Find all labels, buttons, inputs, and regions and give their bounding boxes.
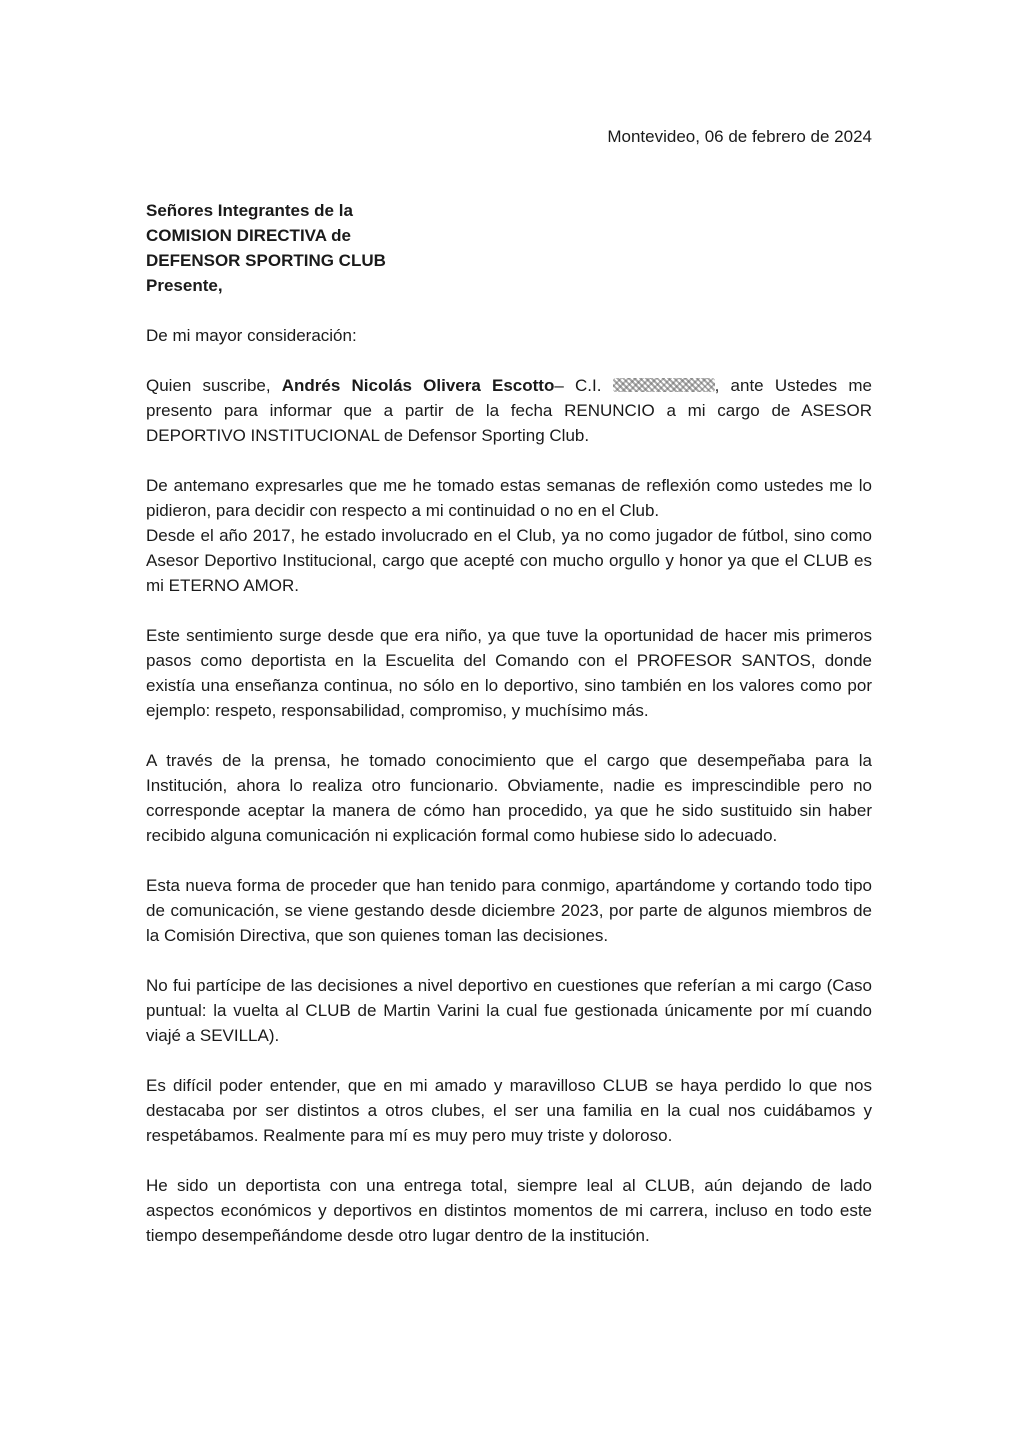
paragraph-since-2017: Desde el año 2017, he estado involucrado en el Club, ya no como jugador de fútbol, sino como Asesor Deportivo Institucional, cargo que acepté con mucho orgullo y honor ya que el CLUB es mi ETERNO AMOR. xyxy=(146,526,872,595)
paragraph-reflection: De antemano expresarles que me he tomado estas semanas de reflexión como ustedes me lo pidieron, para decidir con respecto a mi continuidad o no en el Club. xyxy=(146,476,872,520)
addressee-line: Presente, xyxy=(146,276,223,295)
letter-date: Montevideo, 06 de febrero de 2024 xyxy=(607,127,872,146)
addressee-line: Señores Integrantes de la xyxy=(146,201,353,220)
paragraph-text: , ante Ustedes me presento para informar que a partir de la fecha RENUNCIO a mi cargo de ASESOR DEPORTIVO INSTITUCIONAL de Defensor Sporting Club. xyxy=(146,376,872,445)
salutation: De mi mayor consideración: xyxy=(146,326,357,345)
paragraph-new-procedure: Esta nueva forma de proceder que han tenido para conmigo, apartándome y cortando todo tipo de comunicación, se viene gestando desde diciembre 2023, por parte de algunos miembros de la Comisión Directiva, que son quienes toman las decisiones. xyxy=(146,876,872,945)
paragraph-text: Quien suscribe, xyxy=(146,376,282,395)
paragraph-text: – C.I. xyxy=(554,376,613,395)
redacted-id-number xyxy=(613,378,715,392)
paragraph-decisions: No fui partícipe de las decisiones a nivel deportivo en cuestiones que referían a mi cargo (Caso puntual: la vuelta al CLUB de Martin Varini la cual fue gestionada únicamente por mí cuando viajé a SEVILLA). xyxy=(146,976,872,1045)
paragraph-family: Es difícil poder entender, que en mi amado y maravilloso CLUB se haya perdido lo que nos destacaba por ser distintos a otros clubes, el ser una familia en la cual nos cuidábamos y respetábamos. Realmente para mí es muy pero muy triste y doloroso. xyxy=(146,1076,872,1145)
paragraph-press: A través de la prensa, he tomado conocimiento que el cargo que desempeñaba para la Institución, ahora lo realiza otro funcionario. Obviamente, nadie es imprescindible pero no corresponde aceptar la manera de cómo han procedido, ya que he sido sustituido sin haber recibido alguna comunicación ni explicación formal como hubiese sido lo adecuado. xyxy=(146,751,872,845)
letter-body xyxy=(146,198,872,1248)
addressee-block xyxy=(146,198,872,298)
signer-name: Andrés Nicolás Olivera Escotto xyxy=(281,376,555,395)
addressee-line: DEFENSOR SPORTING CLUB xyxy=(146,251,386,270)
paragraph-loyalty: He sido un deportista con una entrega total, siempre leal al CLUB, aún dejando de lado aspectos económicos y deportivos en distintos momentos de mi carrera, incluso en todo este tiempo desempeñándome desde otro lugar dentro de la institución. xyxy=(146,1176,872,1245)
addressee-line: COMISION DIRECTIVA de xyxy=(146,226,351,245)
paragraph-childhood: Este sentimiento surge desde que era niño, ya que tuve la oportunidad de hacer mis primeros pasos como deportista en la Escuelita del Comando con el PROFESOR SANTOS, donde existía una enseñanza continua, no sólo en lo deportivo, sino también en los valores como por ejemplo: respeto, responsabilidad, compromiso, y muchísimo más. xyxy=(146,626,872,720)
paragraph-resignation xyxy=(146,373,872,448)
